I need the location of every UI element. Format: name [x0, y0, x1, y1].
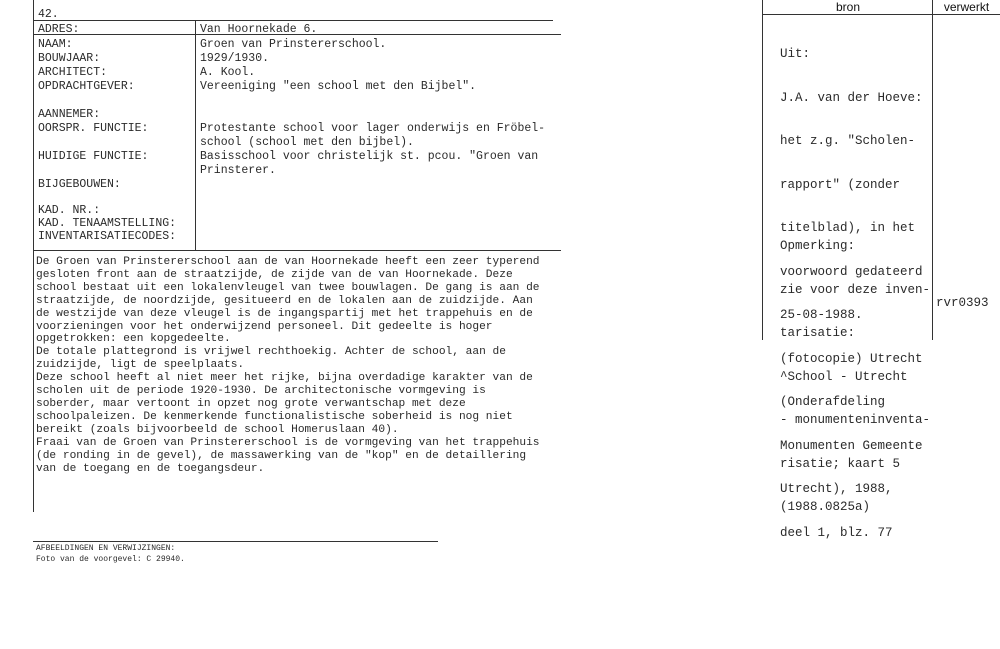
field-value-naam: Groen van Prinstererschool.	[200, 38, 387, 51]
field-label-kad-nr: KAD. NR.:	[38, 204, 101, 217]
field-label-aannemer: AANNEMER:	[38, 108, 101, 121]
field-label-bijgebouwen: BIJGEBOUWEN:	[38, 178, 121, 191]
remark-line: (1988.0825a)	[780, 500, 871, 514]
field-label-bouwjaar: BOUWJAAR:	[38, 52, 101, 65]
source-line: voorwoord gedateerd	[780, 264, 923, 279]
description-line: (de ronding in de gevel), de massawerking van de "kop" en de detaillering	[36, 449, 527, 462]
source-line: Utrecht), 1988,	[780, 482, 893, 496]
field-value-bouwjaar: 1929/1930.	[200, 52, 270, 65]
field-label-architect: ARCHITECT:	[38, 66, 108, 79]
description-line: opgetrokken: een kopgedeelte.	[36, 333, 231, 346]
remark-line: tarisatie:	[780, 326, 856, 340]
description-line: Deze school heeft al niet meer het rijke, bijna overdadige karakter van de	[36, 372, 533, 385]
field-value-huidige-functie-2: Prinsterer.	[200, 164, 276, 177]
source-line: het z.g. "Scholen-	[780, 134, 916, 148]
panel-left-border	[762, 0, 763, 340]
source-line: (Onderafdeling	[780, 395, 886, 409]
description-line: Fraai van de Groen van Prinstererschool is de vormgeving van het trappehuis	[36, 436, 540, 449]
left-border	[33, 0, 34, 512]
description-line: De totale plattegrond is vrijwel rechthoekig. Achter de school, aan de	[36, 346, 506, 359]
source-line: 25-08-1988.	[780, 308, 863, 322]
description-line: van de toegang en de toegangsdeur.	[36, 462, 265, 475]
description-line: gesloten front aan de straatzijde, de zijde van de van Hoornekade. Deze	[36, 268, 513, 281]
remark-line: - monumenteninventa-	[780, 413, 931, 427]
description-line: soberder, maar vertoont in opzet nog grote verwantschap met deze	[36, 397, 466, 410]
field-value-huidige-functie-1: Basisschool voor christelijk st. pcou. "Groen van	[200, 150, 539, 163]
field-label-naam: NAAM:	[38, 38, 73, 51]
field-label-kad-tenaamstelling: KAD. TENAAMSTELLING:	[38, 217, 177, 230]
column-header-verwerkt: verwerkt	[943, 0, 990, 14]
description-line: straatzijde, de noordzijde, gesitueerd en de lokalen aan de zuidzijde. Aan	[36, 294, 533, 307]
column-divider	[195, 20, 196, 250]
references-text: Foto van de voorgevel: C 29940.	[36, 555, 185, 564]
field-value-opdrachtgever: Vereeniging "een school met den Bijbel".	[200, 80, 477, 93]
record-number: 42.	[38, 8, 59, 21]
field-value-architect: A. Kool.	[200, 66, 256, 79]
source-line: titelblad), in het	[780, 221, 916, 235]
fields-bottom-rule	[33, 250, 561, 251]
description-line: scholen uit de periode 1920-1930. De architectonische vormgeving is	[36, 385, 486, 398]
source-line: Uit:	[780, 47, 811, 61]
description-line: bereikt (zoals bijvoorbeeld de school Homeruslaan 40).	[36, 423, 399, 436]
remark-line: zie voor deze inven-	[780, 282, 931, 297]
field-value-oorspr-functie-2: school (school met den bijbel).	[200, 136, 414, 149]
field-label-inventarisatiecodes: INVENTARISATIECODES:	[38, 230, 177, 243]
remark-block	[780, 210, 930, 544]
source-line: deel 1, blz. 77	[780, 525, 893, 540]
description-line: zuidzijde, ligt de speelplaats.	[36, 359, 245, 372]
top-rule	[33, 20, 553, 21]
remark-line: risatie; kaart 5	[780, 456, 901, 471]
references-heading: AFBEELDINGEN EN VERWIJZINGEN:	[36, 544, 176, 553]
source-line: rapport" (zonder	[780, 177, 901, 192]
field-label-opdrachtgever: OPDRACHTGEVER:	[38, 80, 135, 93]
description-line: De Groen van Prinstererschool aan de van Hoornekade heeft een zeer typerend	[36, 256, 540, 268]
field-label-huidige-functie: HUIDIGE FUNCTIE:	[38, 150, 149, 163]
field-value-adres: Van Hoornekade 6.	[200, 23, 318, 36]
source-line: (fotocopie) Utrecht	[780, 351, 923, 366]
references-rule	[33, 541, 438, 542]
field-label-oorspr-functie: OORSPR. FUNCTIE:	[38, 122, 149, 135]
description-text	[36, 256, 576, 475]
source-line: J.A. van der Hoeve:	[780, 90, 923, 105]
processed-code: rvr0393	[936, 296, 989, 310]
description-line: schoolpaleizen. De kenmerkende functionalistische soberheid is nog niet	[36, 410, 513, 423]
field-label-adres: ADRES:	[38, 23, 80, 36]
remark-line: ^School - Utrecht	[780, 369, 908, 384]
field-value-oorspr-functie-1: Protestante school voor lager onderwijs en Fröbel-	[200, 122, 546, 135]
description-line: de westzijde van deze vleugel is de ingangspartij met het trappehuis en de	[36, 307, 533, 320]
header-underline	[762, 14, 1000, 15]
panel-column-divider	[932, 0, 933, 340]
description-line: school bestaat uit een lokalenvleugel van twee bouwlagen. De gang is aan de	[36, 281, 540, 294]
source-line: Monumenten Gemeente	[780, 438, 923, 453]
description-line: voorzieningen voor het onderwijzend personeel. Dit gedeelte is hoger	[36, 320, 493, 333]
remark-line: Opmerking:	[780, 239, 856, 253]
column-header-bron: bron	[835, 0, 861, 14]
